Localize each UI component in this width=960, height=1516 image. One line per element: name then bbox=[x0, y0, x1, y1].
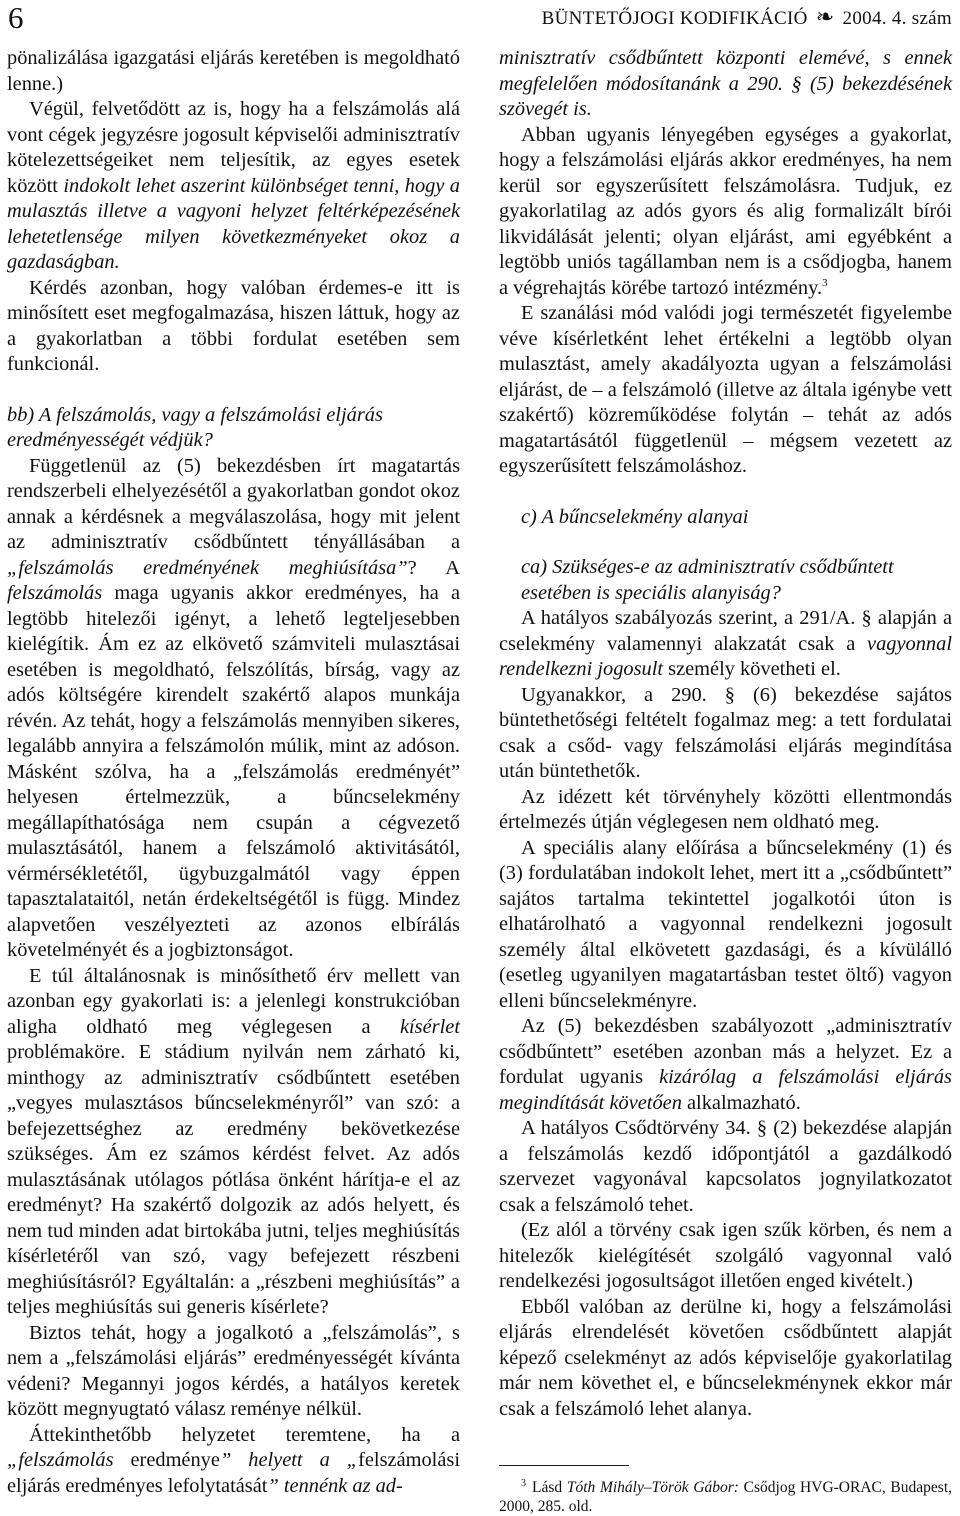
paragraph: E szanálási mód valódi jogi természetét figyelembe véve kísérletként lehet értékelni a legtöbb olyan mulasztást, amely akadályozta ugyan a felszámolási eljárást, de – a felszámoló (illetve az általa igénybe vett szakértő) közreműködése folytán – tehát az adós magatartásától függetlenül – mégsem vezetett az egyszerűsített felszámoláshoz. bbox=[499, 302, 952, 477]
footnote-reference: 3 bbox=[822, 276, 828, 289]
section-heading-bb: bb) A felszámolás, vagy a felszámolási eljárás eredményességét védjük? bbox=[7, 403, 383, 451]
page-number: 6 bbox=[8, 0, 24, 35]
footnote-number: 3 bbox=[521, 1478, 526, 1489]
paragraph: A hatályos szabályozás szerint, a 291/A. § alapján a cselekmény valamennyi alakzatát csak a vagyonnal rendelkezni jogosult személy követheti el. bbox=[499, 607, 952, 680]
footnote: $^3$ Lásd Tóth Mihály–Török Gábor: Csődjog HVG-ORAC, Budapest, 2000, 285. old. bbox=[499, 1478, 952, 1516]
issue-label: 2004. 4. szám bbox=[842, 8, 952, 29]
section-heading-ca: ca) Szükséges-e az adminisztratív csődbűntett esetében is speciális alanyiság? bbox=[521, 556, 894, 604]
paragraph: A speciális alany előírása a bűncselekmény (1) és (3) fordulatában indokolt lehet, mert itt a „csődbűntett” sajátos tartalma tekintettel jogalkotói úton is elhatárolható a vagyonnal rendelkezni jogosult személy által elkövetett gazdasági, és a kívülálló (esetleg ugyanilyen magatartásban testet öltő) vagyon elleni bűncselekményre. bbox=[499, 836, 952, 1012]
paragraph: Abban ugyanis lényegében egységes a gyakorlat, hogy a felszámolási eljárás akkor eredményes, ha nem kerül sor egyszerűsített felszámolásra. Tudjuk, ez gyakorlatilag az adós gyors és alig formalizált bírói likvidálását jelenti; olyan eljárást, ami egyébként a legtöbb uniós tagállamban nem is a csődjogba, hanem a végrehajtás körébe tartozó intézmény.$^3$ bbox=[499, 123, 952, 299]
paragraph: pönalizálása igazgatási eljárás keretében is megoldható lenne.) bbox=[7, 47, 460, 95]
section-heading-c: c) A bűncselekmény alanyai bbox=[521, 505, 749, 528]
paragraph: Áttekinthetőbb helyzetet teremtene, ha a „felszámolás eredménye” helyett a „felszámolási eljárás eredményes lefolytatását” tennénk az ad- bbox=[7, 1423, 460, 1497]
paragraph: Biztos tehát, hogy a jogalkotó a „felszámolás”, s nem a „felszámolási eljárás” eredményességét kívánta védeni? Megannyi jogos kérdés, a hatályos keretek között megnyugtató válasz reménye nélkül. bbox=[7, 1321, 460, 1420]
journal-title: BÜNTETŐJOGI KODIFIKÁCIÓ bbox=[541, 8, 808, 29]
paragraph: Ebből valóban az derülne ki, hogy a felszámolási eljárás elrendelését követően csődbűntett alapját képező cselekményt az adós képviselője gyakorlatilag már nem követhet el, e bűncselekménynek ekkor már csak a felszámoló lehet alanya. bbox=[499, 1295, 952, 1420]
fleuron-icon: ❧ bbox=[815, 4, 835, 29]
paragraph: Ugyanakkor, a 290. § (6) bekezdése sajátos büntethetőségi feltételt fogalmaz meg: a tett fordulatai csak a csőd- vagy felszámolási eljárás megindítása után büntethetők. bbox=[499, 683, 952, 782]
paragraph: Végül, felvetődött az is, hogy ha a felszámolás alá vont cégek jegyzésre jogosult képviselői adminisztratív kötelezettségeiket nem teljesítik, az egyes esetek között indokolt lehet aszerint különbséget tenni, hogy a mulasztás illetve a vagyoni helyzet feltérképezésének lehetetlensége milyen következményeket okoz a gazdaságban. bbox=[7, 98, 460, 273]
paragraph: Kérdés azonban, hogy valóban érdemes-e itt is minősített eset megfogalmazása, hiszen láttuk, hogy az a gyakorlatban a többi fordulat esetében sem funkcionál. bbox=[7, 276, 460, 375]
footnote-divider bbox=[499, 1465, 629, 1466]
paragraph: Függetlenül az (5) bekezdésben írt magatartás rendszerbeli elhelyezésétől a gyakorlatban gondot okoz annak a kérdésnek a megválaszolása, hogy mit jelent az adminisztratív csődbűntett tényállásában a „felszámolás eredményének meghiúsítása”? A felszámolás maga ugyanis akkor eredményes, ha a legtöbb hitelezői igényt, a lehető legteljesebben kielégítik. Ám ez az elkövető számviteli mulasztásai esetében is megoldható, felszólítás, bírság, vagy az adós költségére kirendelt szakértő alapos munkája révén. Az tehát, hogy a felszámolás mennyiben sikeres, legalább annyira a felszámolón múlik, mint az adóson. Másként szólva, ha a „felszámolás eredményét” helyesen értelmezzük, a bűncselekmény megállapíthatósága nem csupán a cégvezető mulasztásától, hanem a felszámoló aktivitásától, vérmérsékletétől, ügybuzgalmától vagy éppen tapasztalataitól, netán érdekeltségétől is függ. Mindez alapvetően veszélyezteti az azonos elbírálás követelményét és a jogbiztonságot. bbox=[7, 454, 461, 961]
paragraph: A hatályos Csődtörvény 34. § (2) bekezdése alapján a felszámolás kezdő időpontjától a gazdálkodó szervezet vagyonával kapcsolatos jognyilatkozatot csak a felszámoló tehet. bbox=[499, 1117, 952, 1216]
left-column bbox=[7, 46, 460, 1499]
paragraph: Az idézett két törvényhely közötti ellentmondás értelmezés útján véglegesen nem oldható meg. bbox=[499, 785, 952, 833]
paragraph: minisztratív csődbűntett központi elemévé, s ennek megfelelően módosítanánk a 290. § (5) bekezdésének szövegét is. bbox=[499, 47, 952, 120]
right-column bbox=[499, 46, 952, 1422]
page-header bbox=[0, 0, 960, 40]
running-head bbox=[542, 5, 952, 31]
paragraph: E túl általánosnak is minősíthető érv mellett van azonban egy gyakorlati is: a jelenlegi konstrukcióban aligha oldható meg véglegesen a kísérlet problémaköre. E stádium nyilván nem zárható ki, minthogy az adminisztratív csődbűntett esetében „vegyes mulasztásos bűncselekményről” van szó: a befejezettséghez az eredmény bekövetkezése szükséges. Ám ez számos kérdést felvet. Az adós mulasztásának utólagos pótlása önként hárítja-e el az eredményt? Ha szakértő dolgozik az adós helyett, és nem tud minden adat birtokába jutni, teljes meghiúsítás kísérletéről van szó, vagy befejezett részbeni meghiúsításról? Egyáltalán: a „részbeni meghiúsítás” a teljes meghiúsítás sui generis kísérlete? bbox=[7, 964, 460, 1318]
paragraph: (Ez alól a törvény csak igen szűk körben, és nem a hitelezők kielégítését szolgáló vagyonnal való rendelkezési jogosultságot illetően enged kivételt.) bbox=[499, 1219, 952, 1292]
paragraph: Az (5) bekezdésben szabályozott „adminisztratív csődbűntett” esetében azonban más a helyzet. Ez a fordulat ugyanis kizárólag a felszámolási eljárás megindítását követően alkalmazható. bbox=[499, 1015, 952, 1114]
